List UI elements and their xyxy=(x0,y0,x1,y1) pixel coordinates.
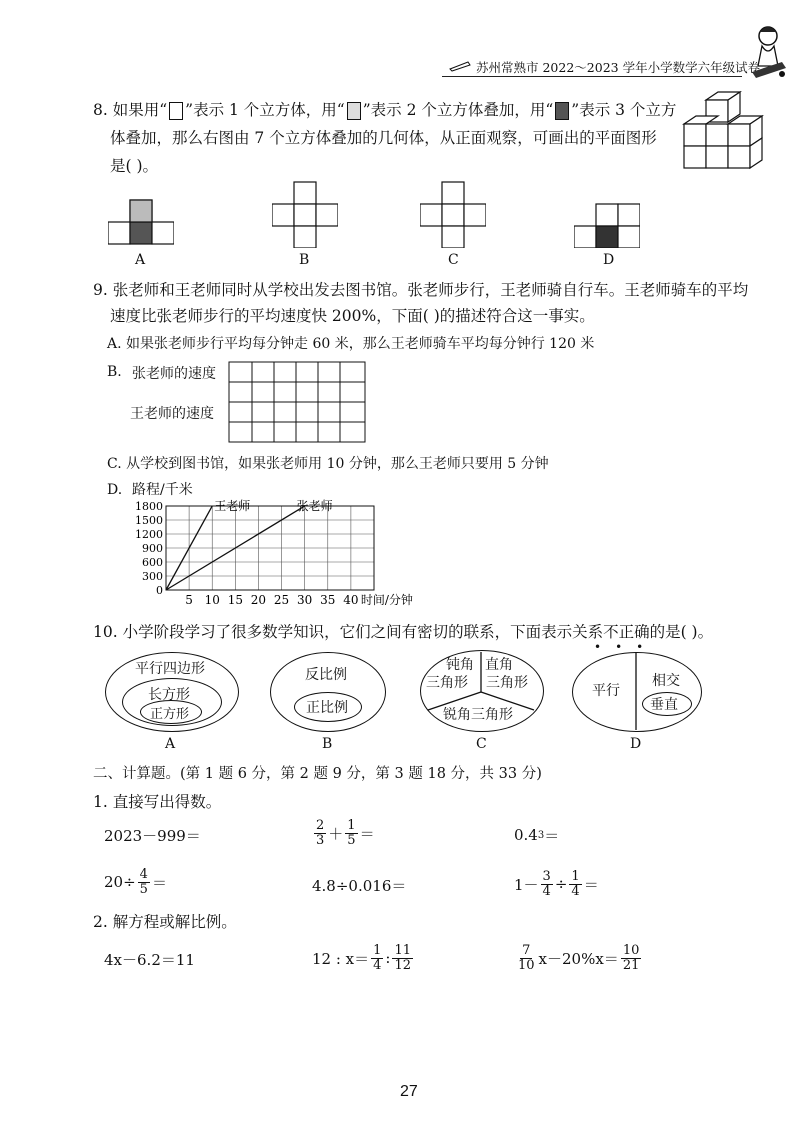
q10-a-inner-text: 正方形 xyxy=(150,707,190,722)
single-cube-icon xyxy=(169,102,183,120)
q8-cube-figure xyxy=(678,90,768,174)
double-cube-icon xyxy=(347,102,361,120)
fraction: $\frac{1}{4}$ xyxy=(373,942,382,973)
q8-option-b-figure xyxy=(272,180,338,252)
q10-c-right-a: 直角 xyxy=(485,657,513,673)
fraction: $\frac{3}{4}$ xyxy=(542,868,551,899)
x-tick-label: 30 xyxy=(297,593,313,607)
header-title: 苏州常熟市 2022～2023 学年小学数学六年级试卷 xyxy=(476,60,761,75)
q8-line1: 8. 如果用“ ”表示 1 个立方体，用“ ”表示 2 个立方体叠加，用“ ”表示 3 个立方 xyxy=(93,101,677,119)
y-tick-label: 300 xyxy=(142,570,163,583)
fraction: $\frac{11}{12}$ xyxy=(394,942,412,973)
x-tick-label: 15 xyxy=(227,593,243,607)
q10-b-outer-text: 反比例 xyxy=(305,667,347,683)
calc-item-c[interactable]: 0.4 3 ＝ xyxy=(514,826,560,845)
fraction: $\frac{1}{4}$ xyxy=(571,868,580,899)
fraction: $\frac{2}{3}$ xyxy=(316,817,325,848)
q9-option-b-row1: 张老师的速度 xyxy=(132,366,216,382)
equation-c[interactable]: $\frac{7}{10}$ x－20%x＝ $\frac{10}{21}$ xyxy=(518,942,640,973)
q10-d-right-top-text: 相交 xyxy=(652,673,680,689)
mascot-illustration xyxy=(742,22,792,86)
fraction: $\frac{10}{21}$ xyxy=(622,942,640,973)
q10-c-obtuse-a: 钝角 xyxy=(446,657,474,673)
y-tick-label: 0 xyxy=(156,584,163,597)
y-tick-label: 1200 xyxy=(135,528,163,541)
q10-option-b-label[interactable]: B xyxy=(322,736,333,752)
q8-line3: 是( )。 xyxy=(110,157,159,175)
q8-option-d-label[interactable]: D xyxy=(603,252,615,268)
header-logo xyxy=(448,58,472,77)
x-tick-label: 20 xyxy=(250,593,267,607)
calc-item-f[interactable]: 1－ $\frac{3}{4}$ ÷ $\frac{1}{4}$ ＝ xyxy=(514,868,599,899)
q9-line-chart xyxy=(120,498,440,620)
x-tick-label: 40 xyxy=(343,593,359,607)
calc-item-d[interactable]: 20÷ $\frac{4}{5}$ ＝ xyxy=(104,866,167,897)
x-tick-label: 25 xyxy=(273,593,290,607)
q9-option-c[interactable]: C. 从学校到图书馆，如果张老师用 10 分钟，那么王老师只要用 5 分钟 xyxy=(107,456,549,472)
equation-a[interactable]: 4x－6.2＝11 xyxy=(104,950,195,969)
x-axis-label: 时间/分钟 xyxy=(360,593,413,607)
x-tick-label: 10 xyxy=(204,593,220,607)
q10-c-acute: 锐角三角形 xyxy=(443,707,513,723)
calc-item-b[interactable]: $\frac{2}{3}$ ＋ $\frac{1}{5}$ ＝ xyxy=(316,817,375,848)
q9-line1: 9. 张老师和王老师同时从学校出发去图书馆。张老师步行，王老师骑自行车。王老师骑车的平均 xyxy=(93,281,749,299)
q10-c-obtuse-b: 三角形 xyxy=(426,675,468,691)
y-tick-label: 1800 xyxy=(135,500,163,513)
q8-option-b-label[interactable]: B xyxy=(299,252,310,268)
q10-option-c-label[interactable]: C xyxy=(476,736,487,752)
y-tick-label: 1500 xyxy=(135,514,163,527)
q8-option-a-label[interactable]: A xyxy=(135,252,146,268)
x-tick-label: 35 xyxy=(320,593,336,607)
q9-line2: 速度比张老师步行的平均速度快 200%，下面( )的描述符合这一事实。 xyxy=(110,307,595,325)
section2-q1-title: 1. 直接写出得数。 xyxy=(93,793,222,811)
q10-a-middle-text: 长方形 xyxy=(148,687,190,703)
q10-a-outer-text: 平行四边形 xyxy=(135,661,205,677)
q8-option-c-label[interactable]: C xyxy=(448,252,459,268)
fraction: $\frac{1}{5}$ xyxy=(347,817,356,848)
line-chart-svg xyxy=(120,498,440,616)
calc-item-e[interactable]: 4.8÷0.016＝ xyxy=(312,876,407,895)
q10-option-d-label[interactable]: D xyxy=(630,736,642,752)
q10-d-left-text: 平行 xyxy=(592,683,620,699)
q9-option-b-row2: 王老师的速度 xyxy=(130,406,214,422)
q9-option-d-ylabel: 路程/千米 xyxy=(132,482,193,498)
series-label: 王老师 xyxy=(214,499,251,513)
section2-title: 二、计算题。(第 1 题 6 分，第 2 题 9 分，第 3 题 18 分，共 33 分) xyxy=(93,766,542,782)
q9-option-b-bar-grid xyxy=(228,360,368,448)
q9-option-d-label[interactable]: D. xyxy=(107,482,123,498)
q10-line: 10. 小学阶段学习了很多数学知识，它们之间有密切的联系，下面表示关系不正确的是( )。 xyxy=(93,623,714,641)
q10-option-a-label[interactable]: A xyxy=(165,736,176,752)
q10-b-inner-text: 正比例 xyxy=(306,700,348,716)
q10-c-right-b: 三角形 xyxy=(486,675,528,691)
q10-d-emphasis-dots: ••• xyxy=(594,640,658,654)
fraction: $\frac{4}{5}$ xyxy=(139,866,148,897)
q9-option-a[interactable]: A. 如果张老师步行平均每分钟走 60 米，那么王老师骑车平均每分钟行 120 米 xyxy=(107,336,595,352)
header-divider xyxy=(442,76,742,77)
q10-d-right-bottom-text: 垂直 xyxy=(650,697,678,713)
fraction: $\frac{7}{10}$ xyxy=(518,942,535,973)
page-number: 27 xyxy=(400,1083,418,1100)
q8-option-c-figure xyxy=(420,180,486,252)
q8-option-d-figure xyxy=(574,202,640,252)
y-tick-label: 900 xyxy=(142,542,163,555)
pen-icon xyxy=(448,59,472,73)
calc-item-a[interactable]: 2023－999＝ xyxy=(104,826,201,845)
q8-option-a-figure xyxy=(108,198,174,250)
section2-q2-title: 2. 解方程或解比例。 xyxy=(93,913,237,931)
triple-cube-icon xyxy=(555,102,569,120)
x-tick-label: 5 xyxy=(185,593,193,607)
y-tick-label: 600 xyxy=(142,556,163,569)
q8-line2: 体叠加，那么右图由 7 个立方体叠加的几何体，从正面观察，可画出的平面图形 xyxy=(110,129,657,147)
equation-b[interactable]: 12 : x＝ $\frac{1}{4}$ : $\frac{11}{12}$ xyxy=(312,942,412,973)
q9-option-b-label[interactable]: B. xyxy=(107,364,122,380)
series-label: 张老师 xyxy=(296,499,333,513)
